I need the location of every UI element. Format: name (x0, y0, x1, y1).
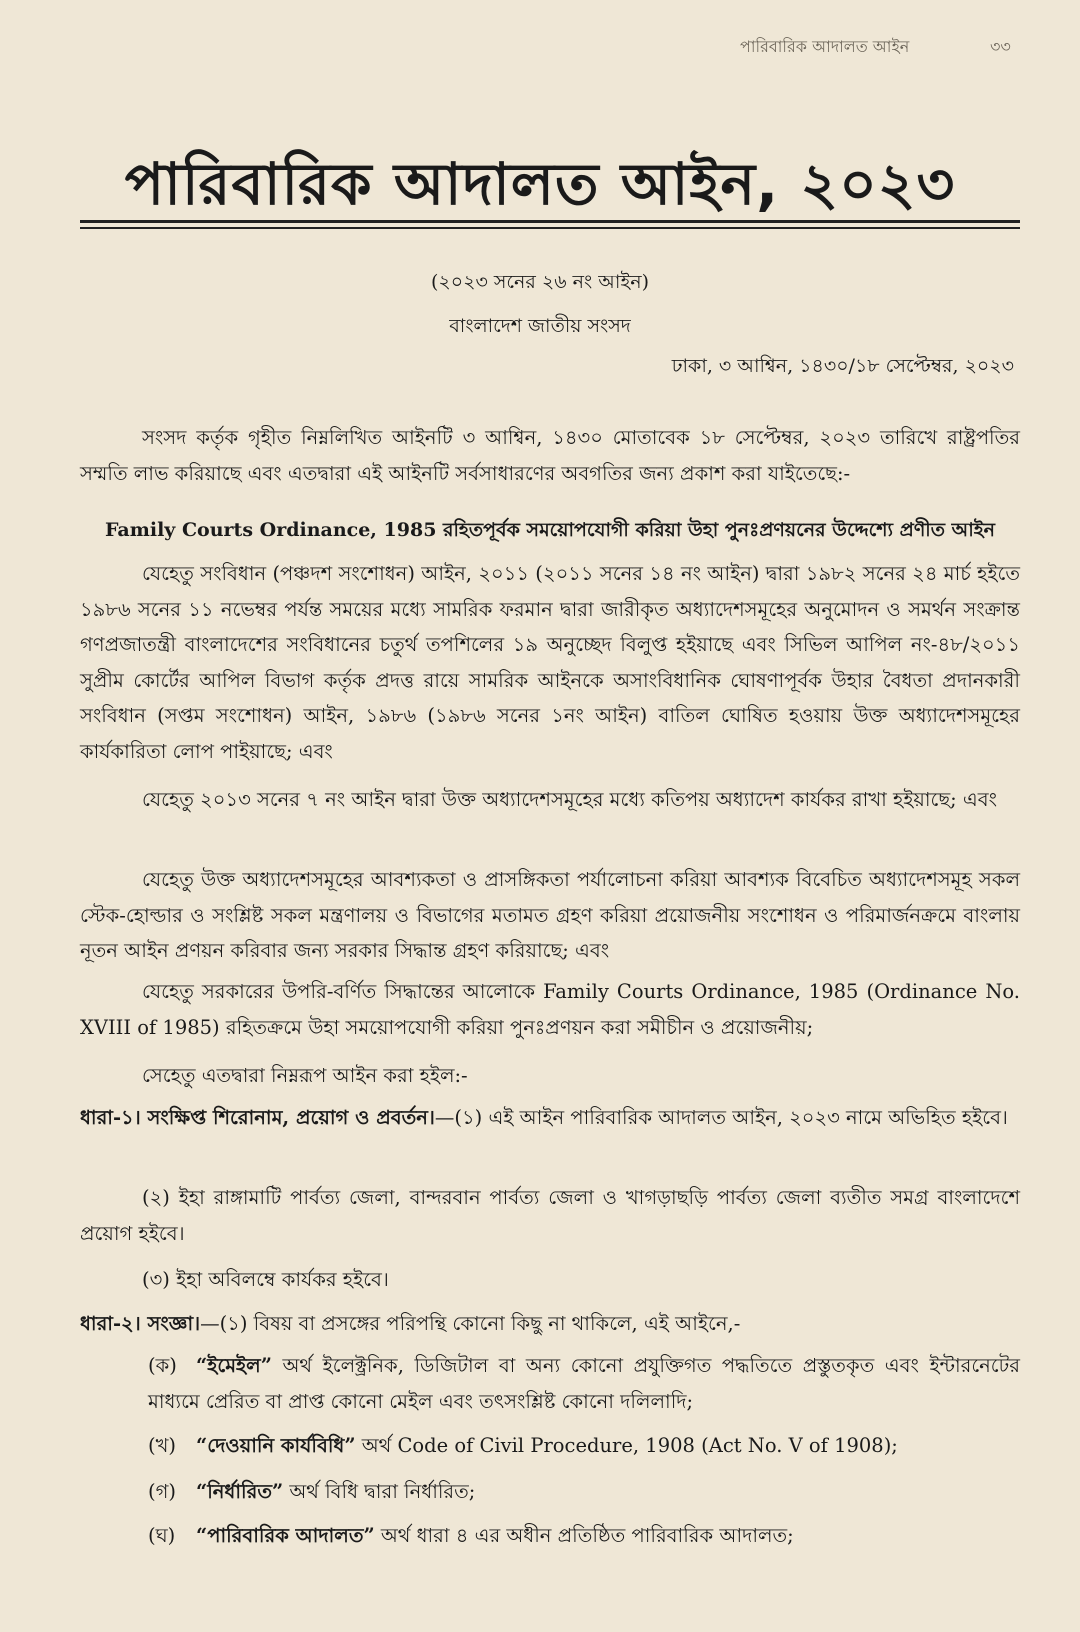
section-2 (80, 1306, 1020, 1342)
definition-text: অর্থ Code of Civil Procedure, 1908 (Act No. V of 1908); (355, 1434, 898, 1457)
definition-label: (ঘ) (148, 1524, 176, 1547)
dateline: ঢাকা, ৩ আশ্বিন, ১৪৩০/১৮ সেপ্টেম্বর, ২০২৩ (671, 355, 1014, 377)
preamble-paragraph-1: যেহেতু সংবিধান (পঞ্চদশ সংশোধন) আইন, ২০১১ (২০১১ সনের ১৪ নং আইন) দ্বারা ১৯৮২ সনের ২৪ মার্চ হইতে ১৯৮৬ সনের ১১ নভেম্বর পর্যন্ত সময়ের মধ্যে সামরিক ফরমান দ্বারা জারীকৃত অধ্যাদেশসমূহের অনুমোদন ও সমর্থন সংক্রান্ত গণপ্রজাতন্ত্রী বাংলাদেশের সংবিধানের চতুর্থ তপশিলের ১৯ অনুচ্ছেদ বিলুপ্ত হইয়াছে এবং সিভিল আপিল নং-৪৮/২০১১ সুপ্রীম কোর্টের আপিল বিভাগ কর্তৃক প্রদত্ত রায়ে সামরিক আইনকে অসাংবিধানিক ঘোষণাপূর্বক উহার বৈধতা প্রদানকারী সংবিধান (সপ্তম সংশোধন) আইন, ১৯৮৬ (১৯৮৬ সনের ১নং আইন) বাতিল ঘোষিত হওয়ায় উক্ত অধ্যাদেশসমূহের কার্যকারিতা লোপ পাইয়াছে; এবং (80, 562, 1020, 763)
document-title: পারিবারিক আদালত আইন, ২০২৩ (124, 150, 956, 218)
definition-label: (খ) (148, 1434, 177, 1457)
page-number: ৩৩ (990, 37, 1011, 56)
section-1-heading: ধারা-১। সংক্ষিপ্ত শিরোনাম, প্রয়োগ ও প্রবর্তন। (80, 1106, 435, 1129)
preamble-paragraph-4: যেহেতু সরকারের উপরি-বর্ণিত সিদ্ধান্তের আলোকে Family Courts Ordinance, 1985 (Ordinance No. XVIII of 1985) রহিতক্রমে উহা সময়োপযোগী করিয়া পুনঃপ্রণয়ন করা সমীচীন ও প্রয়োজনীয়; (80, 980, 1020, 1039)
preamble-paragraph-2: যেহেতু ২০১৩ সনের ৭ নং আইন দ্বারা উক্ত অধ্যাদেশসমূহের মধ্যে কতিপয় অধ্যাদেশ কার্যকর রাখা হইয়াছে; এবং (142, 788, 998, 811)
definition-text: অর্থ ধারা ৪ এর অধীন প্রতিষ্ঠিত পারিবারিক আদালত; (374, 1524, 794, 1547)
definition-item (148, 1518, 1020, 1554)
section-1-text: —(১) এই আইন পারিবারিক আদালত আইন, ২০২৩ নামে অভিহিত হইবে। (434, 1106, 1008, 1129)
preamble-paragraph-3: যেহেতু উক্ত অধ্যাদেশসমূহের আবশ্যকতা ও প্রাসঙ্গিকতা পর্যালোচনা করিয়া আবশ্যক বিবেচিত অধ্যাদেশসমূহ সকল স্টেক-হোল্ডার ও সংশ্লিষ্ট সকল মন্ত্রণালয় ও বিভাগের মতামত গ্রহণ করিয়া প্রয়োজনীয় সংশোধন ও পরিমার্জনক্রমে বাংলায় নূতন আইন প্রণয়ন করিবার জন্য সরকার সিদ্ধান্ত গ্রহণ করিয়াছে; এবং (80, 868, 1020, 962)
definition-term: “নির্ধারিত” (196, 1480, 284, 1503)
section-2-heading: ধারা-২। সংজ্ঞা। (80, 1312, 201, 1335)
definition-item (148, 1474, 1020, 1510)
act-number: (২০২৩ সনের ২৬ নং আইন) (431, 271, 649, 293)
definition-item (148, 1428, 1020, 1464)
definition-text: অর্থ ইলেক্ট্রনিক, ডিজিটাল বা অন্য কোনো প্রযুক্তিগত পদ্ধতিতে প্রস্তুতকৃত এবং ইন্টারনেটের মাধ্যমে প্রেরিত বা প্রাপ্ত কোনো মেইল এবং তৎসংশ্লিষ্ট কোনো দলিলাদি; (148, 1354, 1020, 1413)
running-header: পারিবারিক আদালত আইন (740, 37, 910, 56)
definition-text: অর্থ বিধি দ্বারা নির্ধারিত; (283, 1480, 476, 1503)
definition-item (148, 1348, 1020, 1419)
section-1-clause-3: (৩) ইহা অবিলম্বে কার্যকর হইবে। (142, 1268, 389, 1291)
act-subtitle: Family Courts Ordinance, 1985 রহিতপূর্বক সময়োপযোগী করিয়া উহা পুনঃপ্রণয়নের উদ্দেশ্যে প্রণীত আইন (104, 519, 995, 541)
enactment-clause: সেহেতু এতদ্বারা নিম্নরূপ আইন করা হইল:- (142, 1064, 468, 1087)
section-1-clause-2: (২) ইহা রাঙ্গামাটি পার্বত্য জেলা, বান্দরবান পার্বত্য জেলা ও খাগড়াছড়ি পার্বত্য জেলা ব্যতীত সমগ্র বাংলাদেশে প্রয়োগ হইবে। (80, 1186, 1020, 1245)
definition-label: (গ) (148, 1480, 176, 1503)
intro-paragraph: সংসদ কর্তৃক গৃহীত নিম্নলিখিত আইনটি ৩ আশ্বিন, ১৪৩০ মোতাবেক ১৮ সেপ্টেম্বর, ২০২৩ তারিখে রাষ্ট্রপতির সম্মতি লাভ করিয়াছে এবং এতদ্বারা এই আইনটি সর্বসাধারণের অবগতির জন্য প্রকাশ করা যাইতেছে:- (80, 426, 1020, 485)
parliament-name: বাংলাদেশ জাতীয় সংসদ (449, 315, 631, 337)
definition-label: (ক) (148, 1354, 177, 1377)
section-1 (80, 1100, 1020, 1136)
title-rule-thin (80, 227, 1020, 229)
definition-term: “দেওয়ানি কার্যবিধি” (196, 1434, 356, 1457)
section-2-text: —(১) বিষয় বা প্রসঙ্গের পরিপন্থি কোনো কিছু না থাকিলে, এই আইনে,- (200, 1312, 741, 1335)
definition-term: “ইমেইল” (196, 1354, 272, 1377)
title-rule-thick (80, 220, 1020, 223)
definition-term: “পারিবারিক আদালত” (196, 1524, 375, 1547)
